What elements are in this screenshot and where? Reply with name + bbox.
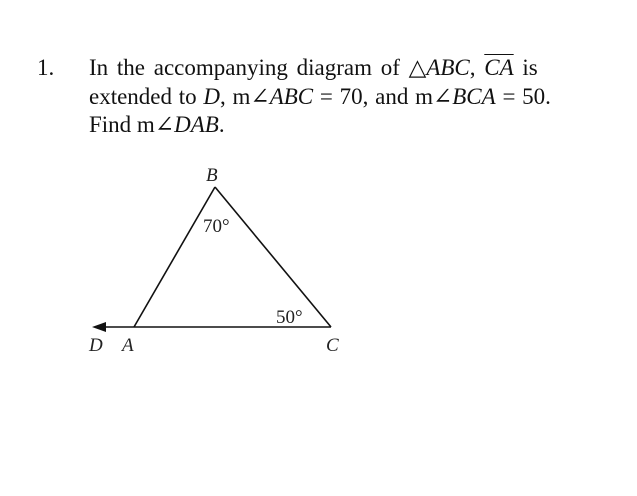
triangle-name: ABC [426,55,470,80]
side-ab [134,187,215,327]
line2-tail: = 50. [495,83,551,109]
side-bc [215,187,331,327]
problem-number: 1. [37,55,55,80]
line1-tail: is [513,55,538,80]
label-a: A [122,335,134,356]
line1-text: In the accompanying diagram of △ [89,55,427,80]
line2-mid1: , m∠ [220,83,270,109]
line3-tail: . [218,112,225,137]
angle-b-label: 70° [203,216,230,237]
line2-mid2: = 70, and m∠ [313,83,453,109]
line2-text: extended to [89,83,204,109]
label-d: D [89,335,103,356]
angle-bca-ref: BCA [452,83,496,109]
angle-c-label: 50° [276,307,303,328]
arrow-head-icon [92,322,106,332]
line1-comma: , [469,55,476,80]
point-d-ref: D [203,83,221,109]
label-b: B [206,165,218,186]
segment-ca: $\overline{CA}$ [484,55,514,80]
angle-dab-ref: DAB [174,112,219,137]
label-c: C [326,335,339,356]
line3-text: Find m∠ [89,112,175,137]
angle-abc-ref: ABC [269,83,314,109]
